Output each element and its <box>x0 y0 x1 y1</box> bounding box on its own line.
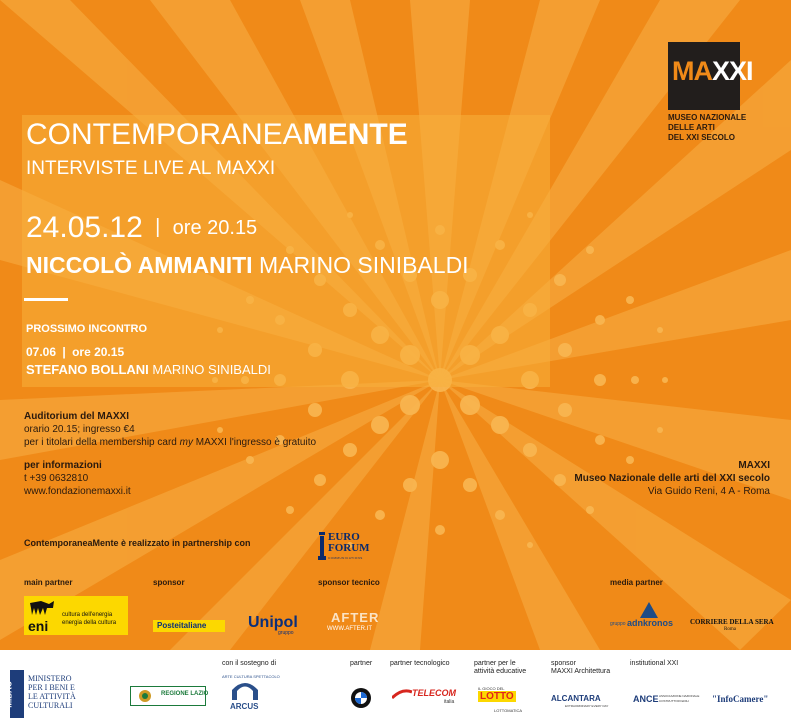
regione-lazio-label: REGIONE LAZIO <box>161 691 209 697</box>
institutional-label: institutional XXI <box>630 660 679 667</box>
logo-xxi: XXI <box>712 56 753 86</box>
event-title-bold: MENTE <box>302 118 408 151</box>
sponsor-architecture-label-2: MAXXI Architettura <box>551 668 611 675</box>
corriere-della-sera-logo <box>690 618 774 638</box>
ance-sub-1: ASSOCIAZIONE NAZIONALE <box>659 694 700 698</box>
ministero-text <box>28 674 76 710</box>
bmw-logo-icon <box>350 687 372 709</box>
membership-my: my <box>179 437 193 448</box>
tech-partner-label: partner tecnologico <box>390 660 450 667</box>
divider-line <box>24 298 68 301</box>
venue-info <box>24 410 316 449</box>
next-event-heading: PROSSIMO INCONTRO <box>26 323 148 335</box>
next-event-date: 07.06 <box>26 345 57 359</box>
footer-sponsor-bar <box>0 650 791 725</box>
after-url[interactable]: WWW.AFTER.IT <box>327 626 372 632</box>
regione-lazio-logo <box>130 686 209 706</box>
ministero-line-2: PER I BENI E <box>28 683 75 692</box>
unipol-wordmark: Unipol <box>248 614 298 631</box>
ance-logo <box>633 694 705 716</box>
ance-sub-2: COSTRUTTORI EDILI <box>659 699 689 703</box>
technical-sponsor-label: sponsor tecnico <box>318 578 380 587</box>
venue-hours: orario 20.15; ingresso €4 <box>24 424 135 435</box>
event-time: ore 20.15 <box>172 217 258 239</box>
eni-wordmark: eni <box>28 618 49 634</box>
membership-text-before: per i titolari della membership card <box>24 437 180 448</box>
regione-lazio-emblem-icon <box>133 688 157 704</box>
after-wordmark: AFTER <box>331 610 380 625</box>
alcantara-logo <box>551 694 621 714</box>
contact-info <box>24 459 131 498</box>
arcus-tagline: ARTE CULTURA SPETTACOLO <box>222 674 280 679</box>
alcantara-tagline: EXTRAORDINARY EVERY DAY <box>565 704 609 708</box>
next-event-guests <box>26 362 271 377</box>
eni-tagline-2: energia della cultura <box>62 620 117 626</box>
telecom-italia: italia <box>444 699 455 705</box>
next-event-time: ore 20.15 <box>72 345 125 359</box>
sponsor-architecture-label <box>551 660 610 676</box>
event-guest: NICCOLÒ AMMANITI <box>26 252 253 278</box>
next-event-host: MARINO SINIBALDI <box>152 362 271 377</box>
ministero-line-4: CULTURALI <box>28 701 73 710</box>
eni-logo <box>24 596 128 635</box>
telecom-swoosh-icon <box>392 688 412 700</box>
museum-name <box>668 113 778 143</box>
partnership-text: ContemporaneaMente è realizzato in partnership con <box>24 538 251 548</box>
education-partner-label-2: attività educative <box>474 668 527 675</box>
media-partner-label: media partner <box>610 578 663 587</box>
event-separator: | <box>155 216 161 238</box>
venue-name: Auditorium del MAXXI <box>24 411 129 422</box>
contact-website[interactable]: www.fondazionemaxxi.it <box>24 486 131 497</box>
ance-wordmark: ANCE <box>633 694 659 704</box>
adnkronos-emblem-icon <box>640 602 658 618</box>
sponsor-architecture-label-1: sponsor <box>551 660 576 667</box>
telecom-wordmark: TELECOM <box>412 688 456 698</box>
address-line-1: Museo Nazionale delle arti del XXI secolo <box>574 473 770 484</box>
unipol-group-label: gruppo <box>278 630 294 636</box>
mibac-text: MiBAC <box>4 681 14 708</box>
adnkronos-prefix: gruppo <box>610 621 626 627</box>
logo-ma: MA <box>672 56 712 86</box>
lotto-top-text: IL GIOCO DEL <box>478 686 505 691</box>
euroforum-line-1: EURO <box>328 531 360 543</box>
lotto-logo <box>476 686 528 716</box>
event-subtitle: INTERVISTE LIVE AL MAXXI <box>26 158 276 179</box>
sponsor-label: sponsor <box>153 578 185 587</box>
event-title-light: CONTEMPORANEA <box>26 118 303 151</box>
next-event-date-line <box>26 345 124 359</box>
education-partner-label <box>474 660 526 676</box>
museum-address <box>549 459 770 498</box>
maxxi-logo <box>668 42 753 110</box>
telecom-logo <box>392 686 462 706</box>
ministero-line-3: LE ATTIVITÀ <box>28 692 76 701</box>
eni-tagline-1: cultura dell'energia <box>62 612 113 618</box>
event-guests <box>26 250 469 280</box>
museum-name-line-3: DEL XXI SECOLO <box>668 133 735 142</box>
corriere-roma: Roma <box>724 627 736 632</box>
unipol-logo <box>248 614 298 638</box>
infocamere-logo: "InfoCamere" <box>712 694 769 704</box>
alcantara-wordmark: ALCANTARA <box>551 694 601 703</box>
support-label: con il sostegno di <box>222 660 277 667</box>
lotto-sub-text: LOTTOMATICA <box>494 708 523 713</box>
euroforum-logo <box>318 530 370 566</box>
event-date: 24.05.12 <box>26 211 143 244</box>
euroforum-line-3: COMMUNICATIONS <box>328 556 363 560</box>
address-name: MAXXI <box>738 460 770 471</box>
ministero-line-1: MINISTERO <box>28 674 72 683</box>
arch-icon <box>230 680 260 700</box>
partner-label: partner <box>350 660 373 667</box>
event-date-line <box>26 209 257 246</box>
arcus-wordmark: ARCUS <box>230 702 259 711</box>
main-partner-label: main partner <box>24 578 73 587</box>
poste-italiane-wordmark: Posteitaliane <box>157 621 207 630</box>
lotto-wordmark: LOTTO <box>480 691 514 702</box>
next-event-separator: | <box>62 345 66 359</box>
venue-membership <box>24 436 316 449</box>
after-logo <box>327 610 387 636</box>
event-title <box>26 117 408 153</box>
address-line-2: Via Guido Reni, 4 A - Roma <box>647 486 770 497</box>
membership-text-after: MAXXI l'ingresso è gratuito <box>192 437 317 448</box>
museum-name-line-1: MUSEO NAZIONALE <box>668 113 747 122</box>
adnkronos-logo <box>610 602 680 632</box>
education-partner-label-1: partner per le <box>474 660 516 667</box>
event-host: MARINO SINIBALDI <box>258 252 469 278</box>
adnkronos-wordmark: adnkronos <box>627 618 674 628</box>
arcus-logo <box>222 674 282 718</box>
contact-heading: per informazioni <box>24 460 102 471</box>
corriere-wordmark: CORRIERE DELLA SERA <box>690 618 774 626</box>
museum-name-line-2: DELLE ARTI <box>668 123 715 132</box>
contact-phone: t +39 0632810 <box>24 473 89 484</box>
column-icon <box>318 532 326 560</box>
mibac-logo <box>4 670 24 718</box>
poste-italiane-logo <box>153 620 225 632</box>
next-event-guest: STEFANO BOLLANI <box>26 362 149 377</box>
euroforum-line-2: FORUM <box>328 542 370 554</box>
